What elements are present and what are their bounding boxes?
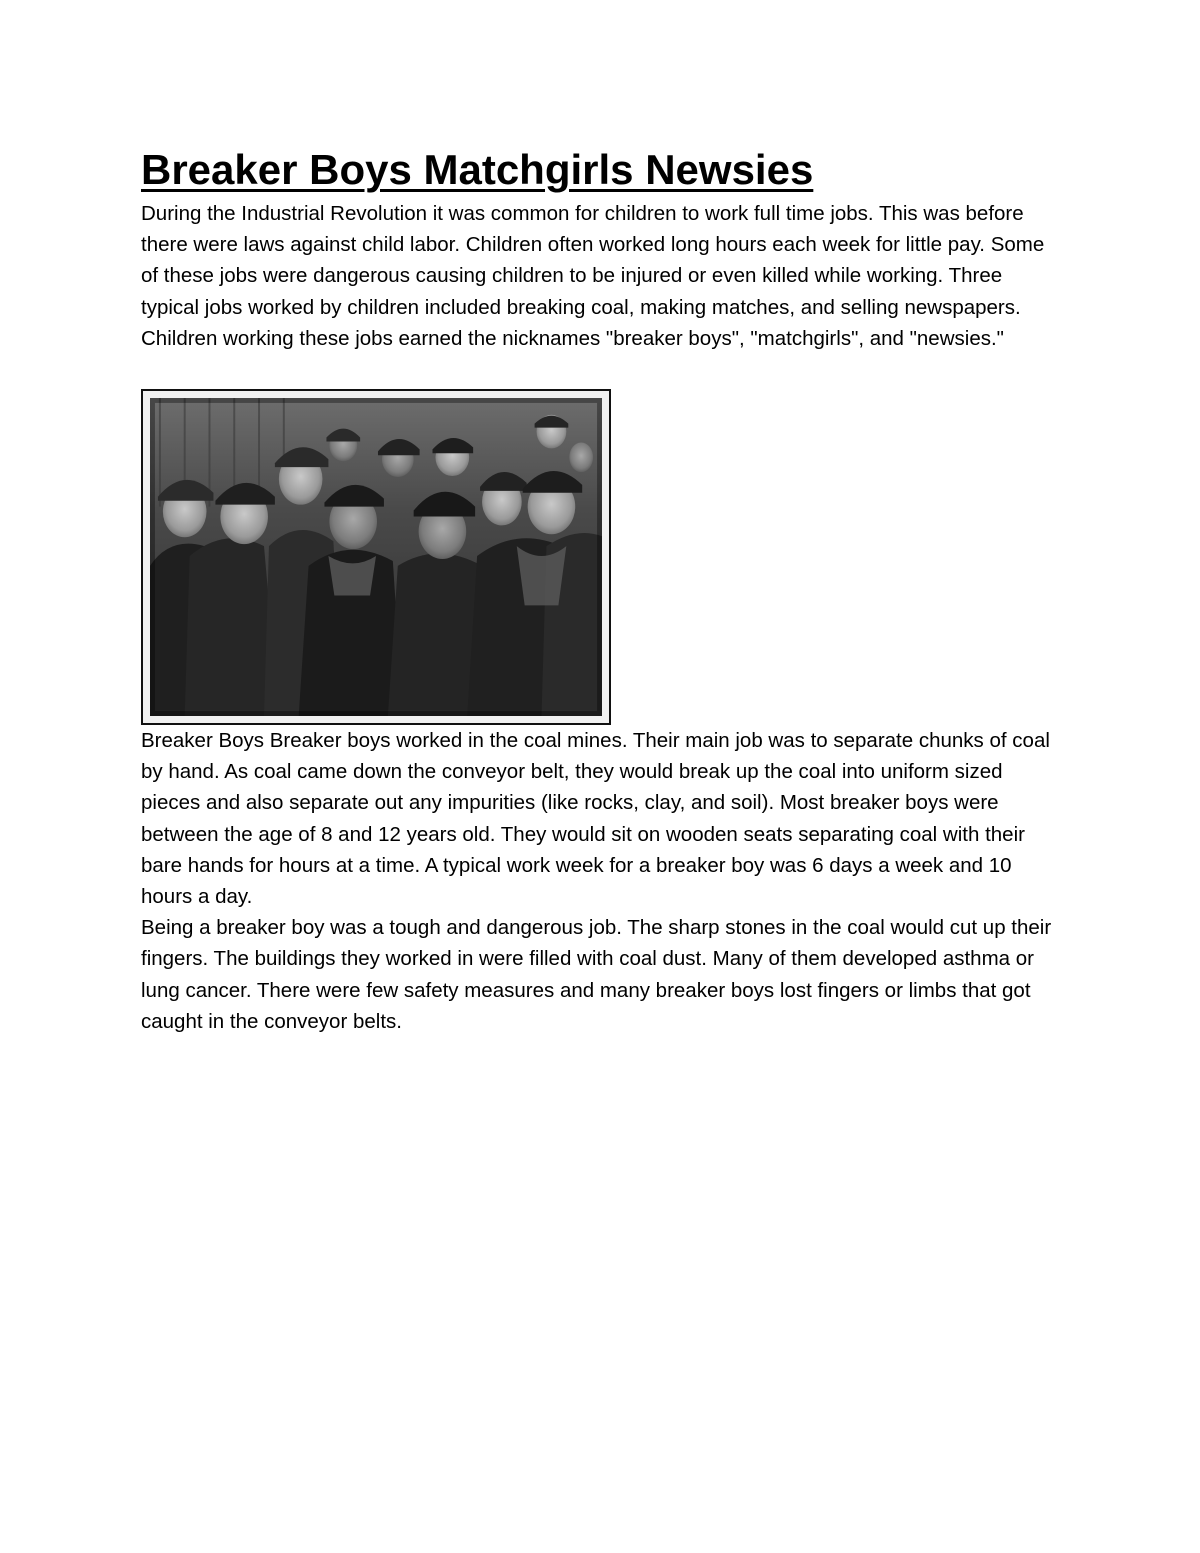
dangers-paragraph: Being a breaker boy was a tough and dangerous job. The sharp stones in the coal would cut up their fingers. The buildings they worked in were filled with coal dust. Many of them developed asthma or lung cancer. There were few safety measures and many breaker boys lost fingers or limbs that got caught in the conveyor belts. <box>141 916 1052 1033</box>
breaker-boys-photo <box>141 389 611 725</box>
document-title: Breaker Boys Matchgirls Newsies <box>141 146 814 193</box>
intro-paragraph: During the Industrial Revolution it was common for children to work full time jobs. This was before there were laws against child labor. Children often worked long hours each week for little pay. Some of these jobs were dangerous causing children to be injured or even killed while working. Three typical jobs worked by children included breaking coal, making matches, and selling newspapers. Children working these jobs earned the nicknames "breaker boys", "matchgirls", and "newsies." <box>141 202 1045 350</box>
photo-image <box>150 398 602 716</box>
breaker-boys-paragraph: Breaker Boys Breaker boys worked in the coal mines. Their main job was to separate chunks of coal by hand. As coal came down the conveyor belt, they would break up the coal into uniform sized pieces and also separate out any impurities (like rocks, clay, and soil). Most breaker boys were between the age of 8 and 12 years old. They would sit on wooden seats separating coal with their bare hands for hours at a time. A typical work week for a breaker boy was 6 days a week and 10 hours a day. <box>141 729 1050 909</box>
document-content <box>141 142 1061 1037</box>
